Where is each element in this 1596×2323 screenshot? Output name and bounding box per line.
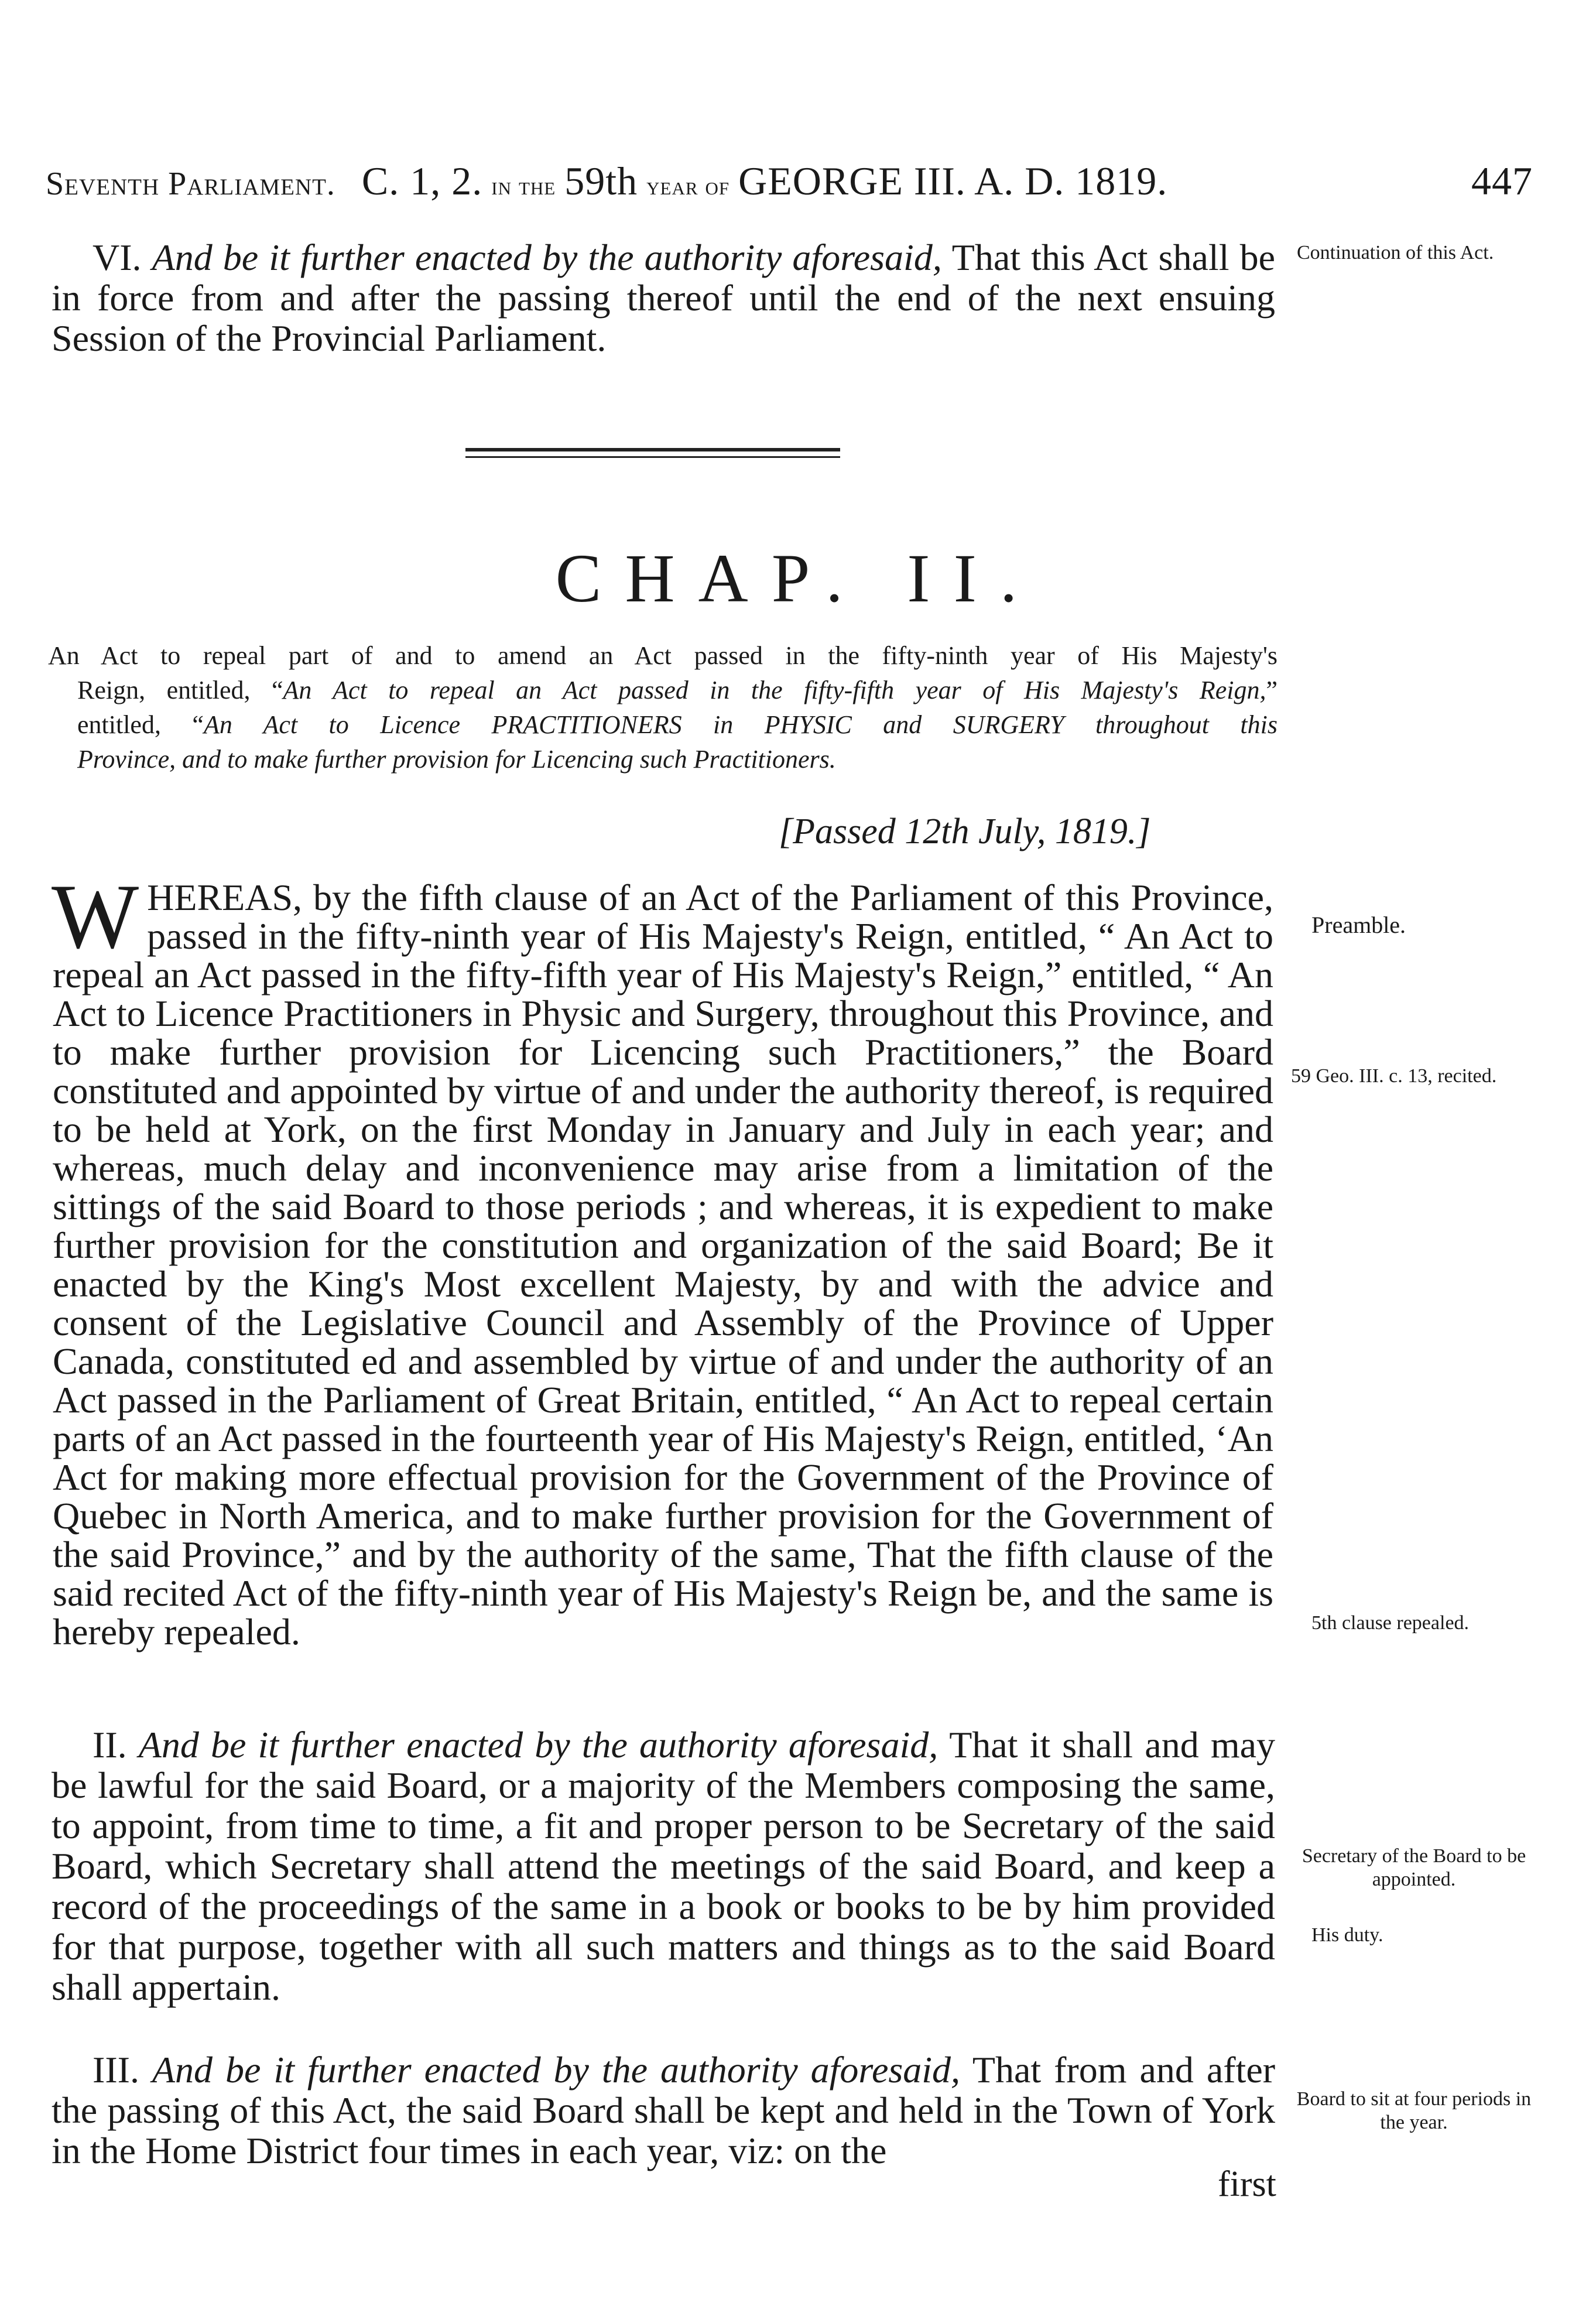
divider-rule-bottom xyxy=(465,456,840,458)
section-iii-enacting-clause: And be it further enacted by the authority aforesaid, xyxy=(152,2049,961,2091)
section-ii-paragraph xyxy=(52,1725,1275,2007)
header-year-number: 59th xyxy=(564,159,638,203)
header-chapters: C. 1, 2. xyxy=(361,159,483,203)
margin-note-recited: 59 Geo. III. c. 13, recited. xyxy=(1291,1065,1497,1087)
margin-note-continuation: Continuation of this Act. xyxy=(1297,242,1494,264)
chapter-title-line-4-italic: Province, and to make further provision for Licencing such Practitioners. xyxy=(77,745,836,774)
header-year-of: year of xyxy=(646,172,730,200)
section-iii-numeral: III. xyxy=(93,2049,139,2091)
section-vi-text: That this Act shall be in force from and after the passing thereof until the end of the next ensuing Session of the Provincial Parliament. xyxy=(52,237,1276,359)
section-iii-paragraph xyxy=(52,2050,1275,2171)
chapter-title-line-3-plain: entitled, “ xyxy=(77,710,204,739)
section-vi-enacting-clause: And be it further enacted by the authority aforesaid, xyxy=(152,237,942,278)
chapter-title-line-2-plain: Reign, entitled, “ xyxy=(77,676,283,704)
divider-rule-top xyxy=(465,448,840,451)
margin-note-repealed: 5th clause repealed. xyxy=(1311,1612,1470,1634)
margin-note-duty: His duty. xyxy=(1311,1924,1383,1946)
preamble-text: HEREAS, by the fifth clause of an Act of the Parliament of this Province, passed in the fifty-ninth year of His Majesty's Reign, entitled, “ An Act to repeal an Act passed in the fifty-fifth year of His Majesty's Reign,” entitled, “ An Act to Licence Practitioners in Physic and Surgery, throughout this Province, and to make further provision for Licencing such Practitioners,” the Board constituted and appointed by virtue of and under the authority thereof, is required to be held at York, on the first Monday in January and July in each year; and whereas, much delay and inconvenience may arise from a limitation of the sittings of the said Board to those periods ; and whereas, it is expedient to make further provision for the constitution and organization of the said Board; Be it enacted by the King's Most excellent Majesty, by and with the advice and consent of the Legislative Council and Assembly of the Province of Upper Canada, constituted ed and assembled by virtue of and under the authority of an Act passed in the Parliament of Great Britain, entitled, “ An Act to repeal certain parts of an Act passed in the fourteenth year of His Majesty's Reign, entitled, ‘An Act for making more effectual provision for the Government of the Province of Quebec in North America, and to make further provision for the Government of the said Province,” and by the authority of the same, That the fifth clause of the said recited Act of the fifty-ninth year of His Majesty's Reign be, and the same is hereby repealed. xyxy=(53,877,1273,1653)
section-vi-paragraph xyxy=(52,237,1275,358)
section-ii-text: That it shall and may be lawful for the said Board, or a majority of the Members composing the same, to appoint, from time to time, a fit and proper person to be Secretary of the said Board, which Secretary shall attend the meetings of the said Board, and keep a record of the proceedings of the same in a book or books to be by him provided for that purpose, together with all such matters and things as to the said Board shall appertain. xyxy=(52,1724,1276,2008)
section-ii-numeral: II. xyxy=(93,1724,127,1766)
section-vi-numeral: VI. xyxy=(93,237,142,278)
chapter-title-line-1: An Act to repeal part of and to amend an Act passed in the fifty-ninth year of His Majesty's xyxy=(48,641,1278,670)
passed-date xyxy=(779,811,1150,853)
section-iii-text: That from and after the passing of this Act, the said Board shall be kept and held in the Town of York in the Home District four times in each year, viz: on the xyxy=(52,2049,1276,2171)
chapter-title xyxy=(48,638,1278,776)
chapter-title-line-4 xyxy=(48,742,1278,776)
margin-note-secretary: Secretary of the Board to be appointed. xyxy=(1302,1845,1526,1890)
header-reign: GEORGE III. A. D. 1819. xyxy=(738,159,1168,203)
header-title xyxy=(46,158,1167,204)
passed-date-text: [Passed 12th July, 1819.] xyxy=(779,812,1151,851)
chapter-title-line-3-italic: An Act to Licence PRACTITIONERS in PHYSIC and SURGERY throughout this xyxy=(203,710,1278,739)
chapter-title-line-2-end: ” xyxy=(1266,676,1278,704)
page-number: 447 xyxy=(1471,159,1533,203)
header-parliament: Seventh Parliament. xyxy=(46,166,335,202)
drop-cap: W xyxy=(52,865,139,968)
margin-note-preamble: Preamble. xyxy=(1311,912,1406,938)
chapter-title-line-2-italic: An Act to repeal an Act passed in the fifty-fifth year of His Majesty's Reign, xyxy=(283,676,1266,704)
catchword: first xyxy=(1218,2164,1276,2204)
margin-note-four-periods: Board to sit at four periods in the year. xyxy=(1296,2088,1532,2133)
preamble-paragraph xyxy=(52,865,1273,1653)
header-in-the: in the xyxy=(491,172,556,200)
section-ii-enacting-clause: And be it further enacted by the authority aforesaid, xyxy=(138,1724,939,1766)
running-header xyxy=(46,158,1533,203)
chapter-title-line-2 xyxy=(48,673,1278,707)
chapter-heading: CHAP. II. xyxy=(555,540,1041,617)
chapter-title-line-3 xyxy=(48,707,1278,742)
